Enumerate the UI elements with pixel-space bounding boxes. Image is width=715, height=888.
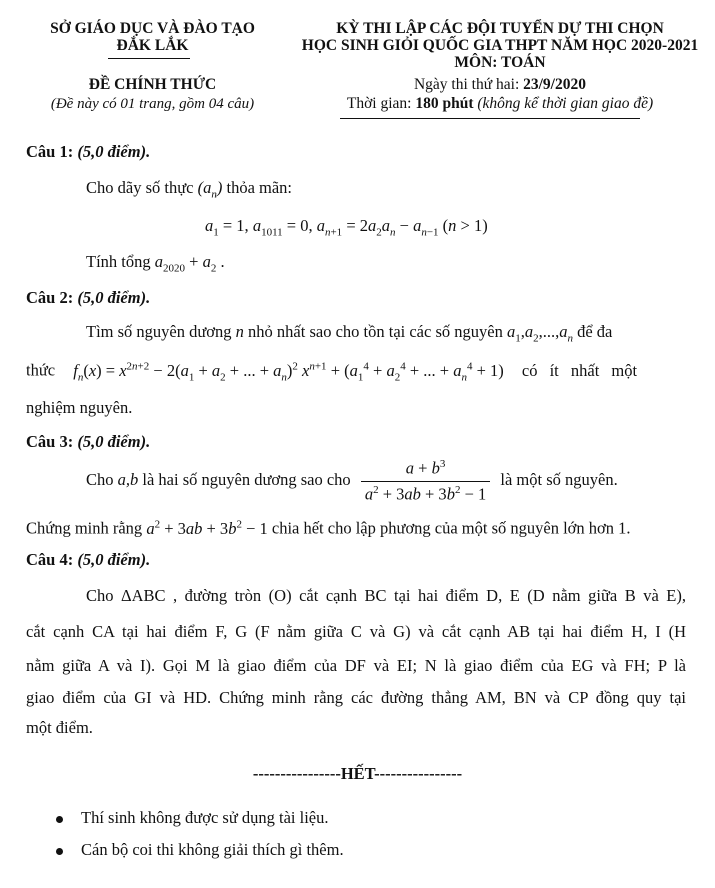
note-item bbox=[56, 808, 329, 828]
q4-line2: cắt cạnh CA tại hai điểm F, G (F nằm giữa C và G) và cắt cạnh AB tại hai điểm H, I (H bbox=[26, 622, 686, 641]
date-label: Ngày thi thứ hai: bbox=[413, 76, 524, 93]
q2-l2b: có ít nhất một bbox=[521, 360, 638, 380]
time-label: Thời gian: bbox=[346, 95, 416, 112]
q1-sequence: $(a_n)$ bbox=[197, 178, 223, 201]
subject: MÔN: TOÁN bbox=[454, 54, 546, 71]
q2-ints: $a_1,a_2,...,a_n$ bbox=[506, 322, 573, 345]
q1-ask bbox=[86, 252, 225, 274]
q3-frac-den: $a^2 + 3ab + 3b^2 - 1$ bbox=[364, 483, 487, 503]
end-mark: ----------------HẾT---------------- bbox=[252, 764, 463, 783]
q1-sum: $a_{2020} + a_2$ . bbox=[154, 252, 225, 275]
org-line2: ĐẮK LẮK bbox=[116, 37, 189, 54]
q3-l1a: Cho bbox=[86, 469, 114, 489]
doc-note: (Đề này có 01 trang, gồm 04 câu) bbox=[50, 96, 255, 112]
q4-line5: một điểm. bbox=[26, 718, 93, 737]
q4-label: Câu 4: bbox=[26, 550, 74, 569]
exam-date bbox=[300, 76, 700, 94]
q2-l2a: thức bbox=[26, 360, 56, 380]
q4-line3: nằm giữa A và I). Gọi M là giao điểm của DF và EI; N là giao điểm của EG và FH; P là bbox=[26, 656, 686, 675]
bullet-icon bbox=[56, 848, 63, 855]
q3-l2b: chia hết cho lập phương của một số nguyên lớn hơn 1. bbox=[271, 518, 631, 538]
q3-line2 bbox=[26, 518, 631, 539]
bullet-icon bbox=[56, 816, 63, 823]
q2-label: Câu 2: bbox=[26, 288, 74, 307]
exam-time bbox=[300, 95, 700, 113]
q1-ask-text: Tính tổng bbox=[86, 252, 151, 271]
q3-frac-num: $a + b^3$ bbox=[361, 458, 490, 482]
q4-line4: giao điểm của GI và HD. Chứng minh rằng các đường thẳng AM, BN và CP đồng quy tại bbox=[26, 688, 686, 707]
header-left bbox=[20, 20, 285, 54]
doc-type: ĐỀ CHÍNH THỨC bbox=[88, 76, 217, 93]
time-note: (không kể thời gian giao đề) bbox=[477, 95, 654, 112]
q2-line3: nghiệm nguyên. bbox=[26, 398, 133, 417]
q3-fraction bbox=[361, 458, 490, 504]
exam-line2: HỌC SINH GIỎI QUỐC GIA THPT NĂM HỌC 2020-2021 bbox=[301, 37, 699, 54]
note-text: Cán bộ coi thi không giải thích gì thêm. bbox=[81, 840, 344, 859]
q1-intro-tail: thỏa mãn: bbox=[226, 178, 293, 197]
q4-heading bbox=[26, 550, 150, 570]
q4-points: (5,0 điểm). bbox=[77, 550, 151, 569]
q2-points: (5,0 điểm). bbox=[77, 288, 151, 307]
note-item bbox=[56, 840, 344, 860]
note-text: Thí sinh không được sử dụng tài liệu. bbox=[81, 808, 329, 827]
q3-heading bbox=[26, 432, 150, 452]
q2-line1 bbox=[86, 322, 612, 344]
q1-label: Câu 1: bbox=[26, 142, 74, 161]
q4-line1: Cho ΔABC , đường tròn (O) cắt cạnh BC tại hai điểm D, E (D nằm giữa B và E), bbox=[86, 586, 686, 605]
date-value: 23/9/2020 bbox=[523, 76, 586, 93]
q2-polynomial: $f_n(x) = x^{2n+2} - 2(a_1 + a_2$ + ... + $a_n)^2$ $x^{n+1} + (a_1^4 + a_2^4$ + ... + $a_n^4 + 1$) bbox=[73, 360, 504, 383]
q3-l1c: là một số nguyên. bbox=[500, 469, 618, 489]
q1-recurrence: $a_1 = 1$, $a_{1011} = 0$, $a_{n+1} = 2a_2a_n - a_{n-1}$ (n > 1) bbox=[205, 216, 488, 239]
q3-expr: $a^2 + 3ab + 3b^2 - 1$ bbox=[146, 518, 268, 538]
q3-line1 bbox=[86, 458, 618, 504]
q3-l1b: là hai số nguyên dương sao cho bbox=[142, 469, 351, 489]
org-line1: SỞ GIÁO DỤC VÀ ĐÀO TẠO bbox=[50, 20, 255, 37]
q3-ab: a,b bbox=[117, 469, 139, 489]
q2-heading bbox=[26, 288, 150, 308]
q2-line2 bbox=[26, 360, 637, 383]
q1-points: (5,0 điểm). bbox=[77, 142, 151, 161]
q3-label: Câu 3: bbox=[26, 432, 74, 451]
time-value: 180 phút bbox=[415, 95, 474, 112]
q1-intro bbox=[86, 178, 292, 200]
exam-line1: KỲ THI LẬP CÁC ĐỘI TUYỂN DỰ THI CHỌN bbox=[336, 20, 664, 37]
q2-l1b: nhỏ nhất sao cho tồn tại các số nguyên bbox=[248, 322, 503, 341]
q3-points: (5,0 điểm). bbox=[77, 432, 151, 451]
org-underline bbox=[108, 58, 190, 59]
q3-l2a: Chứng minh rằng bbox=[26, 518, 143, 538]
header-right bbox=[300, 20, 700, 71]
q1-heading bbox=[26, 142, 150, 162]
header-rule bbox=[340, 118, 640, 119]
q1-intro-text: Cho dãy số thực bbox=[86, 178, 194, 197]
q2-n: n bbox=[235, 322, 244, 341]
q2-l1c: để đa bbox=[577, 322, 613, 341]
q2-l1a: Tìm số nguyên dương bbox=[86, 322, 232, 341]
